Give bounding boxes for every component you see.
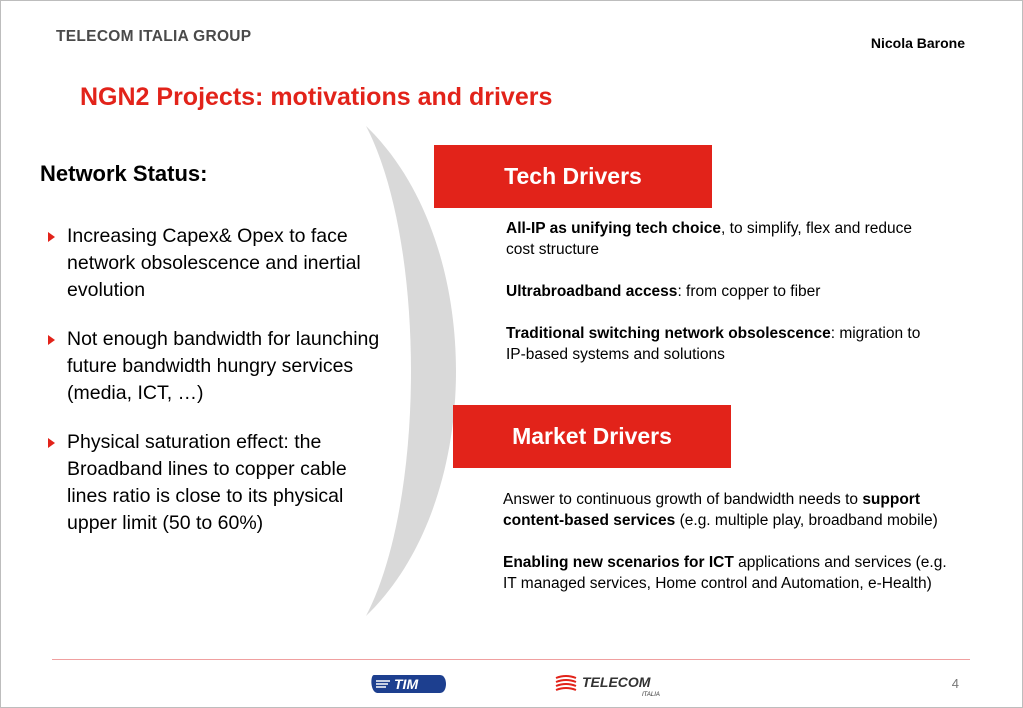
market-driver-text: (e.g. multiple play, broadband mobile)	[675, 512, 938, 529]
market-driver-bold: support content-based services	[503, 491, 920, 529]
tech-driver-text: : from copper to fiber	[677, 283, 821, 300]
author-name: Nicola Barone	[870, 35, 965, 51]
tech-driver-item	[506, 323, 936, 365]
market-drivers-label: Market Drivers	[512, 423, 672, 449]
market-drivers-box	[453, 405, 731, 468]
footer-divider	[52, 659, 970, 660]
telecom-italia-logo	[554, 672, 672, 698]
market-driver-item	[503, 552, 948, 594]
telecom-logo-subtext: ITALIA	[642, 692, 660, 698]
bullet-arrow-icon	[48, 232, 55, 242]
bullet-text: Physical saturation effect: the Broadband lines to copper cable lines ratio is close to its physical upper limit (50 to 60%)	[67, 431, 347, 534]
tech-driver-text: , to simplify, flex and reduce cost structure	[506, 220, 913, 258]
network-status-list	[46, 223, 391, 559]
list-item	[46, 223, 391, 304]
market-drivers-description	[503, 489, 948, 615]
market-driver-item	[503, 489, 948, 531]
tech-driver-text: : migration to IP-based systems and solutions	[506, 325, 921, 363]
brand-logo-text: TELECOM ITALIA GROUP	[56, 28, 252, 45]
network-status-heading: Network Status:	[40, 161, 208, 186]
tech-driver-item	[506, 218, 936, 260]
market-driver-text: applications and services (e.g. IT managed services, Home control and Automation, e-Health)	[503, 554, 947, 592]
tech-driver-bold: Ultrabroadband access	[506, 283, 678, 300]
market-driver-bold: Enabling new scenarios for ICT	[503, 554, 734, 571]
slide-title: NGN2 Projects: motivations and drivers	[80, 83, 553, 111]
bullet-text: Not enough bandwidth for launching future bandwidth hungry services (media, ICT, …)	[67, 328, 380, 404]
bullet-arrow-icon	[48, 438, 55, 448]
tim-logo	[370, 673, 448, 695]
telecom-logo-text: TELECOM	[582, 674, 651, 690]
tech-drivers-box	[434, 145, 712, 208]
list-item	[46, 326, 391, 407]
bullet-arrow-icon	[48, 335, 55, 345]
tech-drivers-label: Tech Drivers	[504, 163, 642, 189]
list-item	[46, 429, 391, 537]
bullet-text: Increasing Capex& Opex to face network obsolescence and inertial evolution	[67, 225, 361, 301]
tech-driver-item	[506, 281, 936, 302]
market-driver-text: Answer to continuous growth of bandwidth needs to	[503, 491, 863, 508]
tech-driver-bold: Traditional switching network obsolescence	[506, 325, 831, 342]
tim-logo-text: TIM	[394, 676, 419, 692]
tech-drivers-description	[506, 218, 936, 386]
tech-driver-bold: All-IP as unifying tech choice	[506, 220, 722, 237]
page-number: 4	[951, 676, 959, 691]
